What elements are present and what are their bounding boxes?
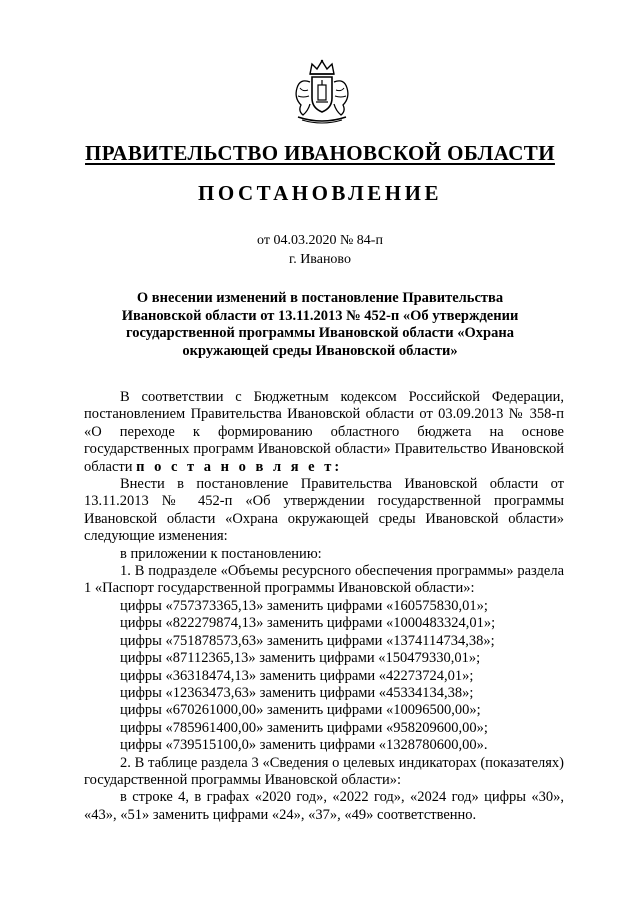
replacement-line: цифры «751878573,63» заменить цифрами «1374114734,38»; xyxy=(120,632,495,649)
document-type-heading: ПОСТАНОВЛЕНИЕ xyxy=(198,181,442,205)
annex-line: в приложении к постановлению: xyxy=(120,545,322,562)
subject-line: О внесении изменений в постановление Правительства xyxy=(136,290,504,306)
intro-paragraph xyxy=(84,389,564,476)
document-city: г. Иваново xyxy=(289,252,351,267)
replacement-line: цифры «36318474,13» заменить цифрами «42273724,01»; xyxy=(120,667,474,684)
document-body xyxy=(84,389,564,824)
replacement-line: цифры «87112365,13» заменить цифрами «150479330,01»; xyxy=(120,650,481,667)
replacement-line: цифры «739515100,0» заменить цифрами «1328780600,00». xyxy=(120,737,488,754)
item-1-paragraph: 1. В подразделе «Объемы ресурсного обеспечения программы» раздела 1 «Паспорт государственной программы Ивановской области»: xyxy=(84,563,564,597)
document-subject xyxy=(100,290,540,360)
subject-line: окружающей среды Ивановской области» xyxy=(182,342,458,359)
organization-title: ПРАВИТЕЛЬСТВО ИВАНОВСКОЙ ОБЛАСТИ xyxy=(85,141,555,165)
replacement-line: цифры «670261000,00» заменить цифрами «10096500,00»; xyxy=(120,702,481,719)
decree-word: п о с т а н о в л я е т: xyxy=(136,458,343,475)
replacement-line: цифры «757373365,13» заменить цифрами «160575830,01»; xyxy=(120,597,488,614)
coat-of-arms-icon xyxy=(288,58,356,126)
amend-paragraph: Внести в постановление Правительства Ивановской области от 13.11.2013 № 452-п «Об утверждении государственной программы Ивановской области «Охрана окружающей среды Ивановской области» следующие изменения: xyxy=(84,476,564,545)
subject-line: Ивановской области от 13.11.2013 № 452-п «Об утверждении xyxy=(121,307,519,324)
intro-text: В соответствии с Бюджетным кодексом Российской Федерации, постановлением Правительства Ивановской области от 03.09.2013 № 358-п «О переходе к формированию областного бюджета на основе государственных программ Ивановской области» Правительство Ивановской области xyxy=(84,389,564,475)
replacement-line: цифры «785961400,00» заменить цифрами «958209600,00»; xyxy=(120,719,488,736)
subject-line: государственной программы Ивановской области «Охрана xyxy=(126,325,514,341)
document-date-number: от 04.03.2020 № 84-п xyxy=(257,233,383,248)
replacement-line: цифры «12363473,63» заменить цифрами «45334134,38»; xyxy=(120,684,474,701)
row-4-paragraph: в строке 4, в графах «2020 год», «2022 год», «2024 год» цифры «30», «43», «51» заменить цифрами «24», «37», «49» соответственно. xyxy=(84,789,564,823)
replacement-line: цифры «822279874,13» заменить цифрами «1000483324,01»; xyxy=(120,615,496,632)
item-2-paragraph: 2. В таблице раздела 3 «Сведения о целевых индикаторах (показателях) государственной программы Ивановской области»: xyxy=(84,754,564,788)
